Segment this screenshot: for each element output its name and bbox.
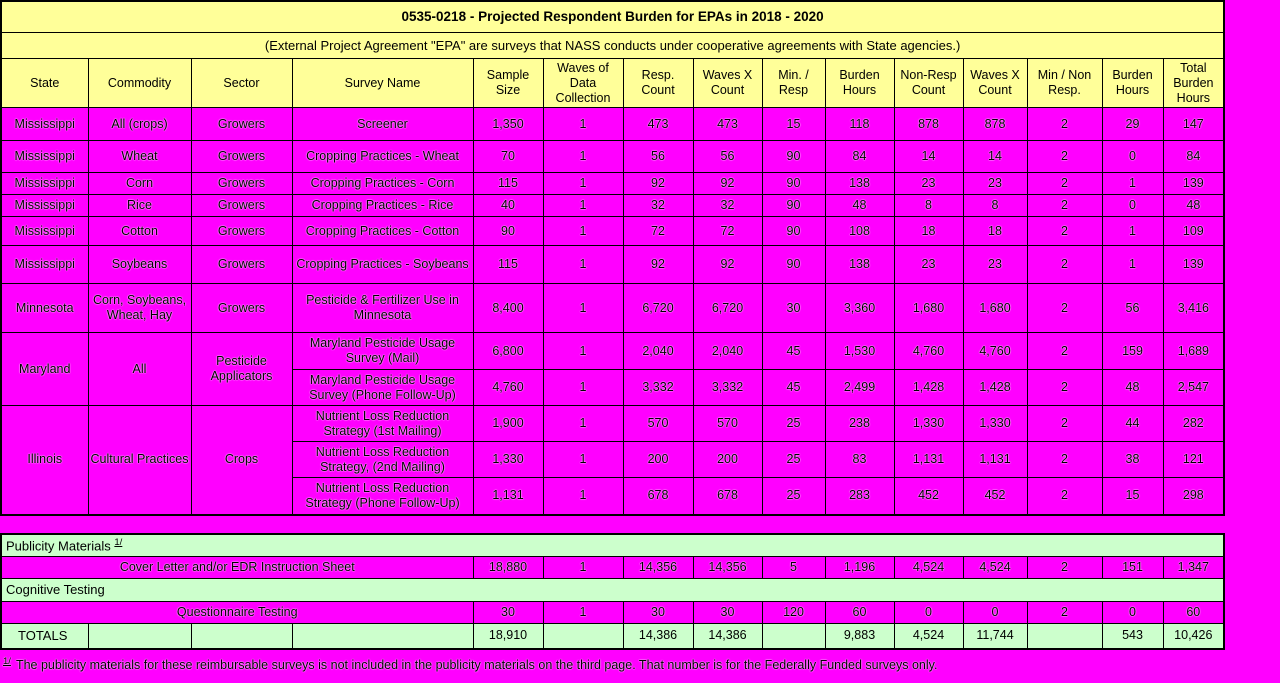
value-cell: 92 (623, 246, 693, 284)
empty-cell (191, 624, 292, 649)
section-row (1, 534, 1224, 557)
value-cell: 60 (825, 602, 894, 624)
value-cell: 452 (963, 478, 1027, 515)
value-cell: 452 (894, 478, 963, 515)
value-cell: 3,416 (1163, 284, 1224, 333)
value-cell: 0 (963, 602, 1027, 624)
value-cell: 1 (543, 478, 623, 515)
value-cell: 1 (543, 141, 623, 173)
sector-cell: Crops (191, 406, 292, 515)
section-gap (0, 516, 1280, 533)
value-cell: 15 (762, 108, 825, 141)
title-row (1, 1, 1224, 33)
value-cell: 2 (1027, 602, 1102, 624)
sector-cell: Growers (191, 195, 292, 217)
table-row (1, 284, 1224, 333)
value-cell: 678 (693, 478, 762, 515)
commodity-cell: Wheat (88, 141, 191, 173)
value-cell: 6,720 (693, 284, 762, 333)
value-cell: 29 (1102, 108, 1163, 141)
value-cell: 84 (1163, 141, 1224, 173)
value-cell: 92 (693, 173, 762, 195)
value-cell: 1 (1102, 217, 1163, 246)
value-cell: 0 (1102, 195, 1163, 217)
value-cell: 6,720 (623, 284, 693, 333)
value-cell: 1,330 (473, 442, 543, 478)
value-cell: 32 (623, 195, 693, 217)
summary-item-label: Cover Letter and/or EDR Instruction Sheet (1, 557, 473, 579)
state-cell: Mississippi (1, 217, 88, 246)
state-cell: Maryland (1, 333, 88, 406)
value-cell: 1 (1102, 173, 1163, 195)
section-footnote-marker: 1/ (114, 536, 123, 548)
value-cell: 8,400 (473, 284, 543, 333)
table-row (1, 173, 1224, 195)
column-header: Non-Resp Count (894, 59, 963, 108)
survey-name-cell: Nutrient Loss Reduction Strategy, (2nd Mailing) (292, 442, 473, 478)
value-cell: 108 (825, 217, 894, 246)
value-cell: 90 (762, 195, 825, 217)
value-cell: 8 (894, 195, 963, 217)
value-cell: 90 (762, 217, 825, 246)
footnote (0, 656, 1103, 672)
value-cell: 1,428 (963, 370, 1027, 406)
column-header: Resp. Count (623, 59, 693, 108)
state-cell: Mississippi (1, 195, 88, 217)
value-cell: 14,356 (623, 557, 693, 579)
value-cell: 25 (762, 406, 825, 442)
value-cell: 56 (623, 141, 693, 173)
value-cell: 23 (894, 173, 963, 195)
value-cell: 159 (1102, 333, 1163, 370)
value-cell: 72 (623, 217, 693, 246)
column-header: Burden Hours (1102, 59, 1163, 108)
value-cell: 32 (693, 195, 762, 217)
total-value-cell: 543 (1102, 624, 1163, 649)
value-cell: 45 (762, 370, 825, 406)
survey-name-cell: Cropping Practices - Soybeans (292, 246, 473, 284)
value-cell: 1,428 (894, 370, 963, 406)
column-header: Waves of Data Collection (543, 59, 623, 108)
value-cell: 90 (762, 141, 825, 173)
total-value-cell (1027, 624, 1102, 649)
section-row (1, 579, 1224, 602)
sector-cell: Growers (191, 246, 292, 284)
commodity-cell: All (crops) (88, 108, 191, 141)
value-cell: 2 (1027, 217, 1102, 246)
commodity-cell: Rice (88, 195, 191, 217)
value-cell: 38 (1102, 442, 1163, 478)
value-cell: 2 (1027, 141, 1102, 173)
column-header: Min / Non Resp. (1027, 59, 1102, 108)
value-cell: 48 (1163, 195, 1224, 217)
table-row (1, 108, 1224, 141)
section-label: Publicity Materials $^{1/}$ (1, 534, 1224, 557)
value-cell: 90 (762, 246, 825, 284)
total-value-cell (543, 624, 623, 649)
value-cell: 3,332 (623, 370, 693, 406)
value-cell: 4,760 (473, 370, 543, 406)
state-cell: Mississippi (1, 141, 88, 173)
commodity-cell: Soybeans (88, 246, 191, 284)
value-cell: 3,360 (825, 284, 894, 333)
total-value-cell: 4,524 (894, 624, 963, 649)
value-cell: 1,330 (894, 406, 963, 442)
commodity-cell: Cotton (88, 217, 191, 246)
summary-item-label: Questionnaire Testing (1, 602, 473, 624)
value-cell: 1 (1102, 246, 1163, 284)
value-cell: 2 (1027, 406, 1102, 442)
summary-table (0, 533, 1225, 650)
value-cell: 878 (894, 108, 963, 141)
value-cell: 2 (1027, 195, 1102, 217)
value-cell: 0 (1102, 141, 1163, 173)
value-cell: 18,880 (473, 557, 543, 579)
value-cell: 1,350 (473, 108, 543, 141)
value-cell: 1 (543, 108, 623, 141)
state-cell: Mississippi (1, 108, 88, 141)
column-header: Min. / Resp (762, 59, 825, 108)
sector-cell: Growers (191, 141, 292, 173)
value-cell: 56 (1102, 284, 1163, 333)
total-value-cell: 10,426 (1163, 624, 1224, 649)
value-cell: 1 (543, 442, 623, 478)
section-label: Cognitive Testing (1, 579, 1224, 602)
value-cell: 23 (894, 246, 963, 284)
survey-name-cell: Nutrient Loss Reduction Strategy (1st Mailing) (292, 406, 473, 442)
value-cell: 14,356 (693, 557, 762, 579)
value-cell: 2 (1027, 333, 1102, 370)
column-header: State (1, 59, 88, 108)
value-cell: 2,040 (693, 333, 762, 370)
value-cell: 1,680 (894, 284, 963, 333)
value-cell: 4,760 (894, 333, 963, 370)
footnote-text: The publicity materials for these reimbursable surveys is not included in the publicity materials on the third page. That number is for the Federally Funded surveys only. (15, 657, 938, 672)
value-cell: 473 (693, 108, 762, 141)
value-cell: 1,347 (1163, 557, 1224, 579)
value-cell: 48 (825, 195, 894, 217)
value-cell: 238 (825, 406, 894, 442)
value-cell: 1 (543, 173, 623, 195)
value-cell: 48 (1102, 370, 1163, 406)
subtitle-row (1, 33, 1224, 59)
survey-name-cell: Maryland Pesticide Usage Survey (Mail) (292, 333, 473, 370)
survey-name-cell: Cropping Practices - Cotton (292, 217, 473, 246)
value-cell: 1 (543, 284, 623, 333)
commodity-cell: All (88, 333, 191, 406)
value-cell: 14 (963, 141, 1027, 173)
value-cell: 4,524 (894, 557, 963, 579)
value-cell: 44 (1102, 406, 1163, 442)
value-cell: 14 (894, 141, 963, 173)
empty-cell (88, 624, 191, 649)
value-cell: 1 (543, 195, 623, 217)
value-cell: 18 (963, 217, 1027, 246)
survey-name-cell: Cropping Practices - Wheat (292, 141, 473, 173)
value-cell: 2,040 (623, 333, 693, 370)
sector-cell: Growers (191, 108, 292, 141)
state-cell: Mississippi (1, 246, 88, 284)
value-cell: 2,499 (825, 370, 894, 406)
value-cell: 2 (1027, 557, 1102, 579)
value-cell: 115 (473, 173, 543, 195)
column-header-row (1, 59, 1224, 108)
value-cell: 0 (1102, 602, 1163, 624)
sector-cell: Growers (191, 173, 292, 195)
value-cell: 139 (1163, 173, 1224, 195)
value-cell: 120 (762, 602, 825, 624)
column-header: Sample Size (473, 59, 543, 108)
sector-cell: Growers (191, 284, 292, 333)
value-cell: 70 (473, 141, 543, 173)
value-cell: 1,196 (825, 557, 894, 579)
page-title: 0535-0218 - Projected Respondent Burden for EPAs in 2018 - 2020 (1, 1, 1224, 33)
table-row (1, 195, 1224, 217)
survey-name-cell: Pesticide & Fertilizer Use in Minnesota (292, 284, 473, 333)
value-cell: 1 (543, 406, 623, 442)
value-cell: 30 (623, 602, 693, 624)
value-cell: 139 (1163, 246, 1224, 284)
value-cell: 60 (1163, 602, 1224, 624)
state-cell: Illinois (1, 406, 88, 515)
value-cell: 109 (1163, 217, 1224, 246)
value-cell: 115 (473, 246, 543, 284)
value-cell: 2,547 (1163, 370, 1224, 406)
value-cell: 1 (543, 602, 623, 624)
value-cell: 1,330 (963, 406, 1027, 442)
column-header: Sector (191, 59, 292, 108)
value-cell: 8 (963, 195, 1027, 217)
value-cell: 1 (543, 370, 623, 406)
value-cell: 30 (762, 284, 825, 333)
value-cell: 473 (623, 108, 693, 141)
commodity-cell: Cultural Practices (88, 406, 191, 515)
value-cell: 1,900 (473, 406, 543, 442)
value-cell: 15 (1102, 478, 1163, 515)
value-cell: 1,131 (894, 442, 963, 478)
totals-row (1, 624, 1224, 649)
value-cell: 1 (543, 217, 623, 246)
total-value-cell: 14,386 (693, 624, 762, 649)
value-cell: 5 (762, 557, 825, 579)
column-header: Commodity (88, 59, 191, 108)
value-cell: 138 (825, 173, 894, 195)
commodity-cell: Corn, Soybeans, Wheat, Hay (88, 284, 191, 333)
value-cell: 90 (762, 173, 825, 195)
value-cell: 1 (543, 246, 623, 284)
survey-name-cell: Nutrient Loss Reduction Strategy (Phone Follow-Up) (292, 478, 473, 515)
page-subtitle: (External Project Agreement "EPA" are surveys that NASS conducts under cooperative agreements with State agencies.) (1, 33, 1224, 59)
value-cell: 2 (1027, 370, 1102, 406)
total-value-cell: 9,883 (825, 624, 894, 649)
value-cell: 878 (963, 108, 1027, 141)
commodity-cell: Corn (88, 173, 191, 195)
state-cell: Mississippi (1, 173, 88, 195)
value-cell: 4,760 (963, 333, 1027, 370)
value-cell: 1,131 (473, 478, 543, 515)
total-value-cell: 14,386 (623, 624, 693, 649)
table-row (1, 217, 1224, 246)
total-value-cell (762, 624, 825, 649)
survey-name-cell: Cropping Practices - Rice (292, 195, 473, 217)
sector-cell: Pesticide Applicators (191, 333, 292, 406)
survey-name-cell: Screener (292, 108, 473, 141)
value-cell: 2 (1027, 442, 1102, 478)
survey-name-cell: Maryland Pesticide Usage Survey (Phone Follow-Up) (292, 370, 473, 406)
value-cell: 2 (1027, 478, 1102, 515)
total-value-cell: 18,910 (473, 624, 543, 649)
state-cell: Minnesota (1, 284, 88, 333)
value-cell: 282 (1163, 406, 1224, 442)
value-cell: 92 (623, 173, 693, 195)
table-row (1, 141, 1224, 173)
sector-cell: Growers (191, 217, 292, 246)
value-cell: 30 (473, 602, 543, 624)
value-cell: 83 (825, 442, 894, 478)
value-cell: 1,680 (963, 284, 1027, 333)
column-header: Waves X Count (963, 59, 1027, 108)
value-cell: 118 (825, 108, 894, 141)
value-cell: 3,332 (693, 370, 762, 406)
survey-name-cell: Cropping Practices - Corn (292, 173, 473, 195)
burden-table-body (1, 108, 1224, 515)
value-cell: 72 (693, 217, 762, 246)
value-cell: 147 (1163, 108, 1224, 141)
totals-label: TOTALS (1, 624, 88, 649)
value-cell: 283 (825, 478, 894, 515)
value-cell: 570 (693, 406, 762, 442)
value-cell: 2 (1027, 173, 1102, 195)
value-cell: 1 (543, 333, 623, 370)
value-cell: 25 (762, 442, 825, 478)
value-cell: 2 (1027, 246, 1102, 284)
value-cell: 0 (894, 602, 963, 624)
value-cell: 151 (1102, 557, 1163, 579)
value-cell: 90 (473, 217, 543, 246)
value-cell: 30 (693, 602, 762, 624)
value-cell: 40 (473, 195, 543, 217)
footnote-marker: 1/ (3, 655, 11, 667)
column-header: Waves X Count (693, 59, 762, 108)
value-cell: 92 (693, 246, 762, 284)
value-cell: 200 (623, 442, 693, 478)
value-cell: 6,800 (473, 333, 543, 370)
value-cell: 2 (1027, 108, 1102, 141)
value-cell: 84 (825, 141, 894, 173)
total-value-cell: 11,744 (963, 624, 1027, 649)
value-cell: 25 (762, 478, 825, 515)
value-cell: 1,689 (1163, 333, 1224, 370)
value-cell: 298 (1163, 478, 1224, 515)
value-cell: 56 (693, 141, 762, 173)
value-cell: 121 (1163, 442, 1224, 478)
column-header: Total Burden Hours (1163, 59, 1224, 108)
table-row (1, 557, 1224, 579)
value-cell: 45 (762, 333, 825, 370)
column-header: Burden Hours (825, 59, 894, 108)
value-cell: 138 (825, 246, 894, 284)
value-cell: 23 (963, 173, 1027, 195)
table-row (1, 406, 1224, 442)
table-row (1, 333, 1224, 370)
value-cell: 200 (693, 442, 762, 478)
value-cell: 23 (963, 246, 1027, 284)
value-cell: 1,530 (825, 333, 894, 370)
value-cell: 570 (623, 406, 693, 442)
table-row (1, 602, 1224, 624)
value-cell: 678 (623, 478, 693, 515)
table-row (1, 246, 1224, 284)
value-cell: 1,131 (963, 442, 1027, 478)
value-cell: 2 (1027, 284, 1102, 333)
value-cell: 18 (894, 217, 963, 246)
column-header: Survey Name (292, 59, 473, 108)
empty-cell (292, 624, 473, 649)
summary-table-body (1, 534, 1224, 649)
value-cell: 4,524 (963, 557, 1027, 579)
value-cell: 1 (543, 557, 623, 579)
